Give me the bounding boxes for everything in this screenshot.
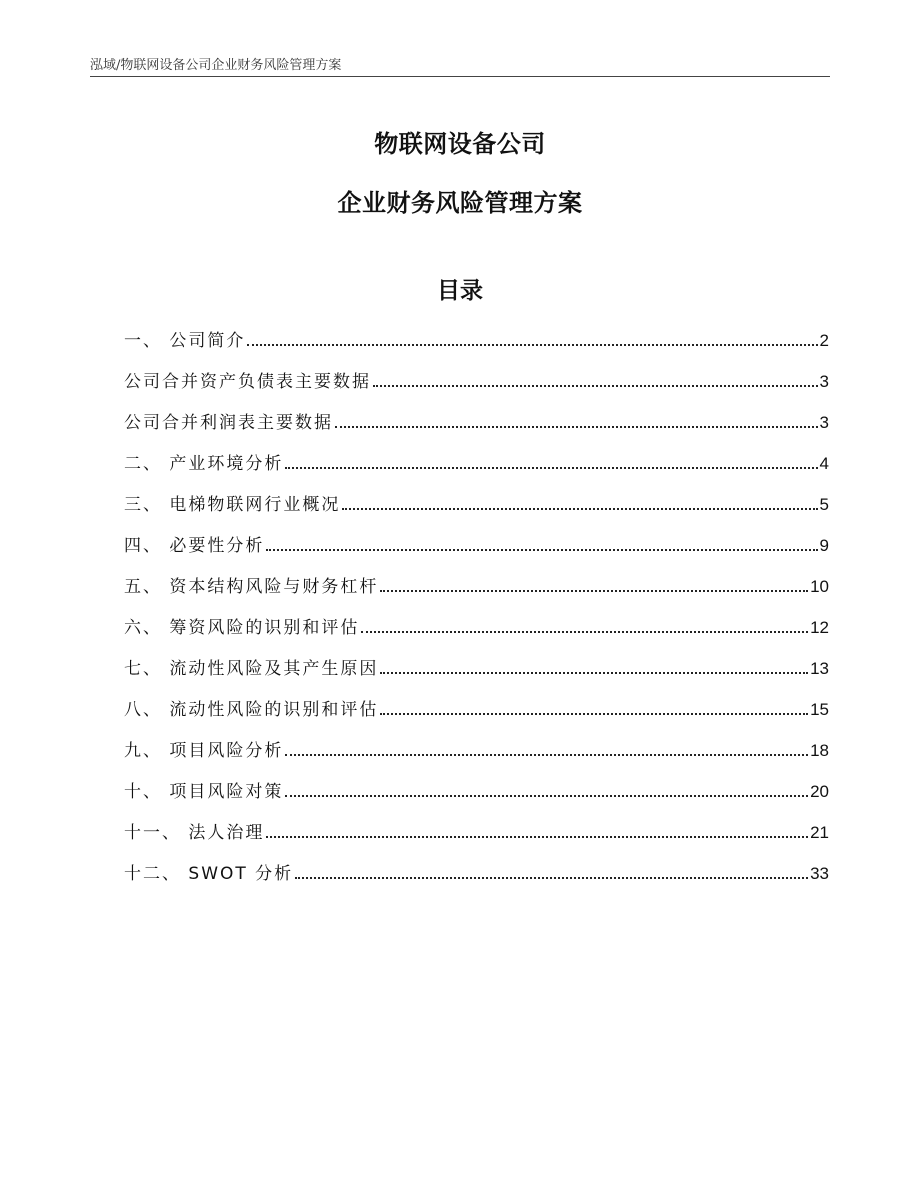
toc-dot-leader [285, 467, 817, 469]
toc-entry-label: 二、 产业环境分析 [124, 454, 284, 474]
running-header: 泓域/物联网设备公司企业财务风险管理方案 [90, 58, 342, 73]
toc-entry-page-number: 10 [810, 577, 829, 596]
toc-entry-page-number: 18 [810, 741, 829, 760]
toc-entry-page-number: 3 [819, 413, 829, 432]
document-title-plan: 企业财务风险管理方案 [337, 189, 583, 217]
toc-entry[interactable] [124, 449, 829, 490]
toc-entry[interactable] [124, 613, 829, 654]
toc-entry-page-number: 3 [819, 372, 829, 391]
toc-dot-leader [361, 631, 808, 633]
toc-entry[interactable] [124, 736, 829, 777]
toc-dot-leader [380, 590, 808, 592]
toc-entry[interactable] [124, 818, 829, 859]
toc-entry-page-number: 12 [810, 618, 829, 637]
toc-entry-page-number: 9 [819, 536, 829, 555]
toc-entry-page-number: 13 [810, 659, 829, 678]
toc-entry-page-number: 21 [810, 823, 829, 842]
toc-dot-leader [247, 344, 817, 346]
toc-entry[interactable] [124, 531, 829, 572]
toc-dot-leader [342, 508, 817, 510]
table-of-contents [124, 326, 829, 900]
toc-entry-label: 八、 流动性风险的识别和评估 [124, 700, 379, 720]
toc-entry-label: 六、 筹资风险的识别和评估 [124, 618, 360, 638]
toc-entry-page-number: 33 [810, 864, 829, 883]
toc-entry-label: 九、 项目风险分析 [124, 741, 284, 761]
toc-entry[interactable] [124, 777, 829, 818]
toc-entry-label: 十二、 SWOT 分析 [124, 864, 294, 884]
toc-entry-label: 七、 流动性风险及其产生原因 [124, 659, 379, 679]
header-divider [90, 76, 830, 77]
toc-entry[interactable] [124, 859, 829, 900]
toc-entry[interactable] [124, 654, 829, 695]
toc-entry-page-number: 2 [819, 331, 829, 350]
toc-dot-leader [373, 385, 818, 387]
toc-dot-leader [266, 549, 817, 551]
toc-dot-leader [285, 754, 808, 756]
toc-entry[interactable] [124, 367, 829, 408]
toc-dot-leader [380, 713, 808, 715]
toc-entry-label: 公司合并利润表主要数据 [124, 413, 333, 433]
toc-entry-label: 三、 电梯物联网行业概况 [124, 495, 341, 515]
toc-entry-label: 四、 必要性分析 [124, 536, 265, 556]
toc-entry-label: 五、 资本结构风险与财务杠杆 [124, 577, 379, 597]
toc-entry[interactable] [124, 326, 829, 367]
toc-entry[interactable] [124, 572, 829, 613]
document-title-company: 物联网设备公司 [374, 130, 546, 158]
toc-entry[interactable] [124, 695, 829, 736]
toc-entry-label: 公司合并资产负债表主要数据 [124, 372, 371, 392]
toc-entry[interactable] [124, 408, 829, 449]
toc-dot-leader [335, 426, 818, 428]
toc-dot-leader [285, 795, 808, 797]
toc-heading: 目录 [437, 278, 483, 304]
toc-entry-label: 十、 项目风险对策 [124, 782, 284, 802]
toc-entry-page-number: 5 [819, 495, 829, 514]
toc-entry-label: 十一、 法人治理 [124, 823, 265, 843]
toc-entry-page-number: 4 [819, 454, 829, 473]
toc-entry[interactable] [124, 490, 829, 531]
toc-entry-label: 一、 公司简介 [124, 331, 246, 351]
toc-entry-page-number: 15 [810, 700, 829, 719]
toc-dot-leader [380, 672, 808, 674]
toc-entry-page-number: 20 [810, 782, 829, 801]
toc-dot-leader [266, 836, 808, 838]
toc-dot-leader [295, 877, 808, 879]
